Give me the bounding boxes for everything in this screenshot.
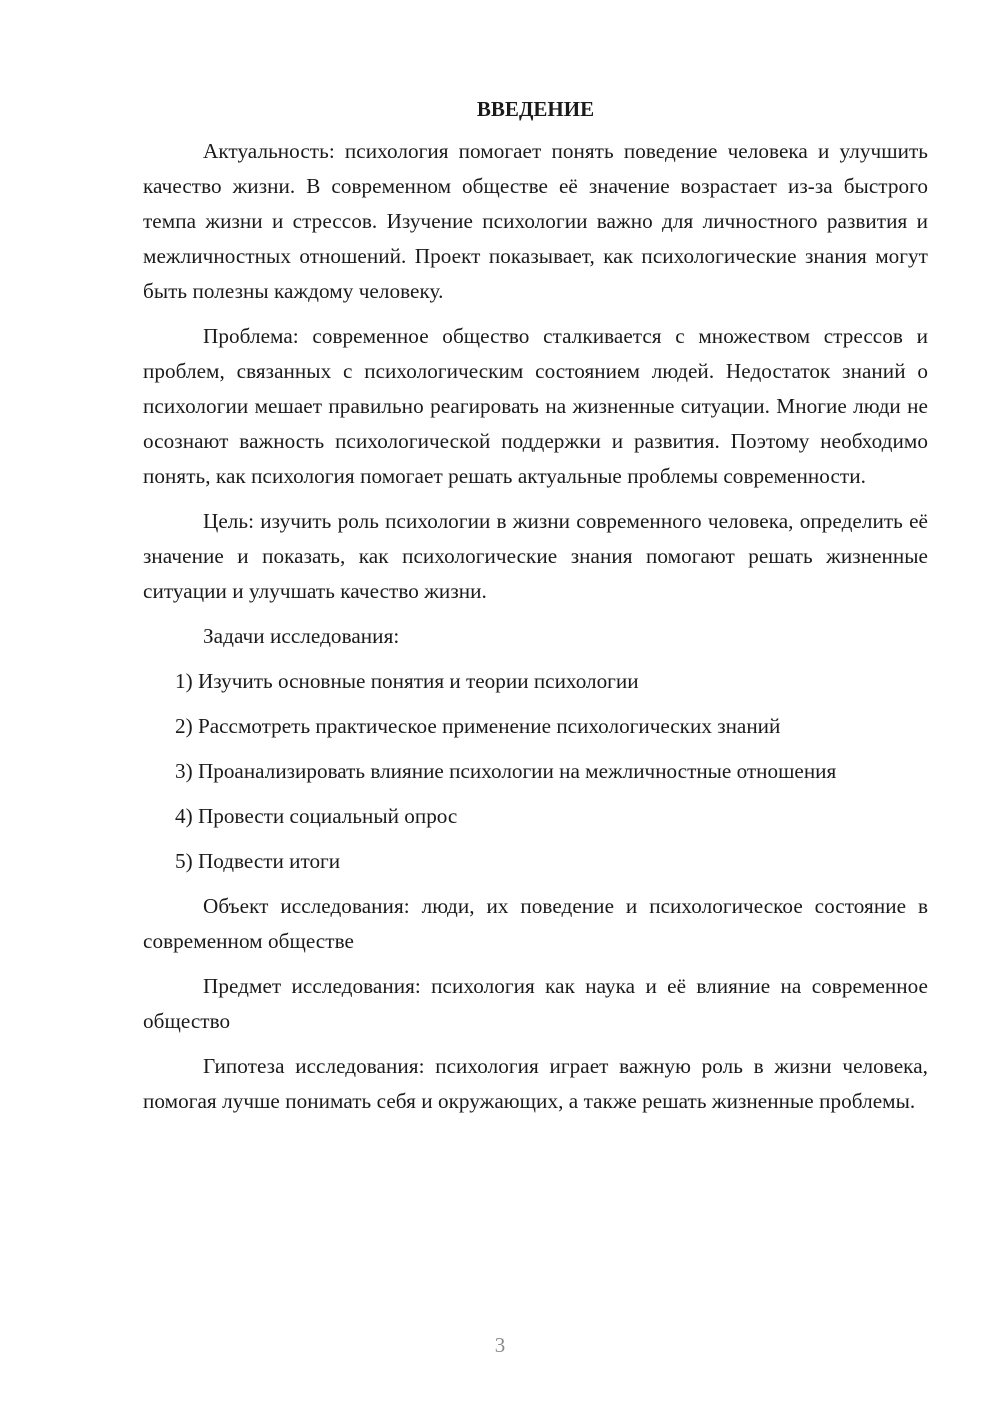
paragraph-object: Объект исследования: люди, их поведение и психологическое состояние в современном обществе [143,894,928,953]
paragraph-goal: Цель: изучить роль психологии в жизни современного человека, определить её значение и показать, как психологические знания помогают решать жизненные ситуации и улучшать качество жизни. [143,509,928,603]
tasks-heading: Задачи исследования: [203,624,400,648]
task-item-4: 4) Провести социальный опрос [175,804,458,828]
paragraph-subject: Предмет исследования: психология как наука и её влияние на современное общество [143,974,928,1033]
paragraph-hypothesis: Гипотеза исследования: психология играет важную роль в жизни человека, помогая лучше понимать себя и окружающих, а также решать жизненные проблемы. [143,1054,928,1113]
task-item-3: 3) Проанализировать влияние психологии на межличностные отношения [175,759,837,783]
task-item-1: 1) Изучить основные понятия и теории психологии [175,669,639,693]
paragraph-problem: Проблема: современное общество сталкивается с множеством стрессов и проблем, связанных с психологическим состоянием людей. Недостаток знаний о психологии мешает правильно реагировать на жизненные ситуации. Многие люди не осознают важность психологической поддержки и развития. Поэтому необходимо понять, как психология помогает решать актуальные проблемы современности. [143,324,928,488]
page-content [143,92,928,1129]
task-item-5: 5) Подвести итоги [175,849,341,873]
page-number: 3 [494,1333,506,1357]
task-item-2: 2) Рассмотреть практическое применение психологических знаний [175,714,781,738]
paragraph-relevance: Актуальность: психология помогает понять поведение человека и улучшить качество жизни. В современном обществе её значение возрастает из-за быстрого темпа жизни и стрессов. Изучение психологии важно для личностного развития и межличностных отношений. Проект показывает, как психологические знания могут быть полезны каждому человеку. [143,139,928,303]
page-title: ВВЕДЕНИЕ [476,97,595,121]
